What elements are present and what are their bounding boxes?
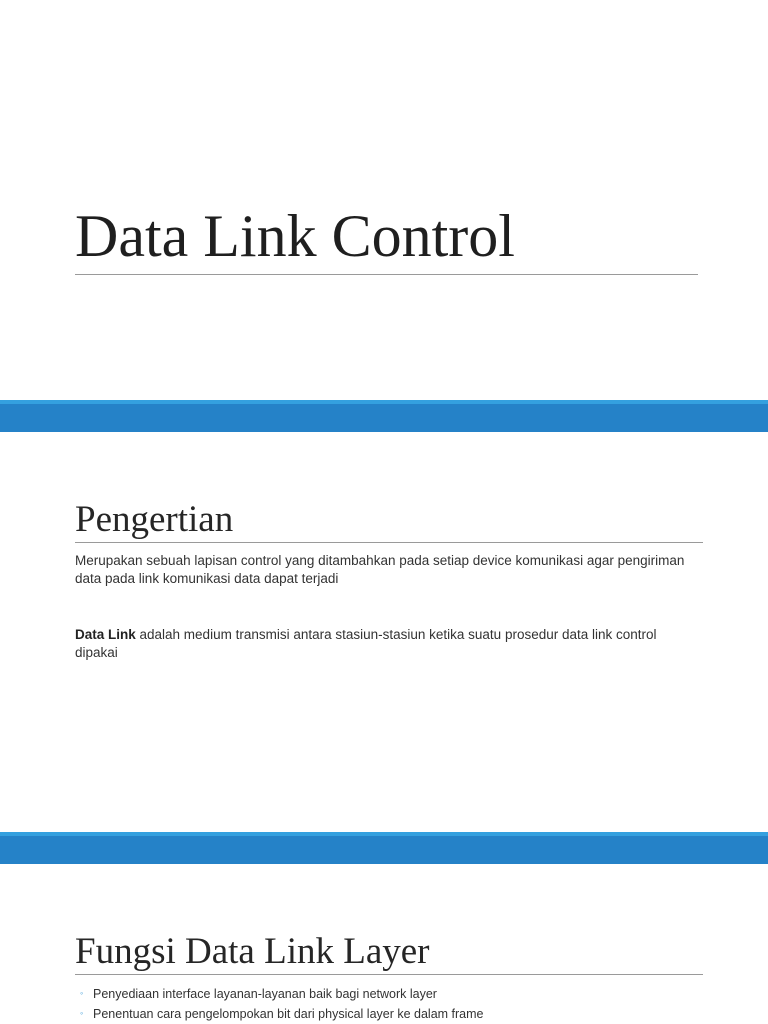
slide-title: Data Link Control xyxy=(75,203,515,269)
section-heading-pengertian: Pengertian xyxy=(75,499,234,540)
divider-main xyxy=(0,836,768,864)
heading-underline xyxy=(75,974,703,975)
pengertian-slide xyxy=(0,432,768,832)
list-item xyxy=(80,984,484,1004)
data-link-paragraph xyxy=(75,626,695,661)
list-item-text: Penyediaan interface layanan-layanan baik bagi network layer xyxy=(93,987,437,1001)
list-item-text: Penentuan cara pengelompokan bit dari physical layer ke dalam frame xyxy=(93,1007,484,1021)
heading-underline xyxy=(75,542,703,543)
divider-main xyxy=(0,404,768,432)
data-link-term: Data Link xyxy=(75,627,136,642)
bullet-icon: ◦ xyxy=(80,1008,84,1018)
definition-paragraph: Merupakan sebuah lapisan control yang ditambahkan pada setiap device komunikasi agar pengiriman data pada link komunikasi data dapat terjadi xyxy=(75,553,685,586)
slide-divider-band xyxy=(0,400,768,432)
function-list xyxy=(80,984,484,1024)
list-item xyxy=(80,1004,484,1024)
bullet-icon: ◦ xyxy=(80,988,84,998)
title-slide xyxy=(0,0,768,400)
data-link-definition: adalah medium transmisi antara stasiun-stasiun ketika suatu prosedur data link control dipakai xyxy=(75,627,657,660)
slide-divider-band xyxy=(0,832,768,864)
title-underline xyxy=(75,274,698,275)
section-heading-fungsi: Fungsi Data Link Layer xyxy=(75,931,430,972)
fungsi-slide xyxy=(0,864,768,1024)
